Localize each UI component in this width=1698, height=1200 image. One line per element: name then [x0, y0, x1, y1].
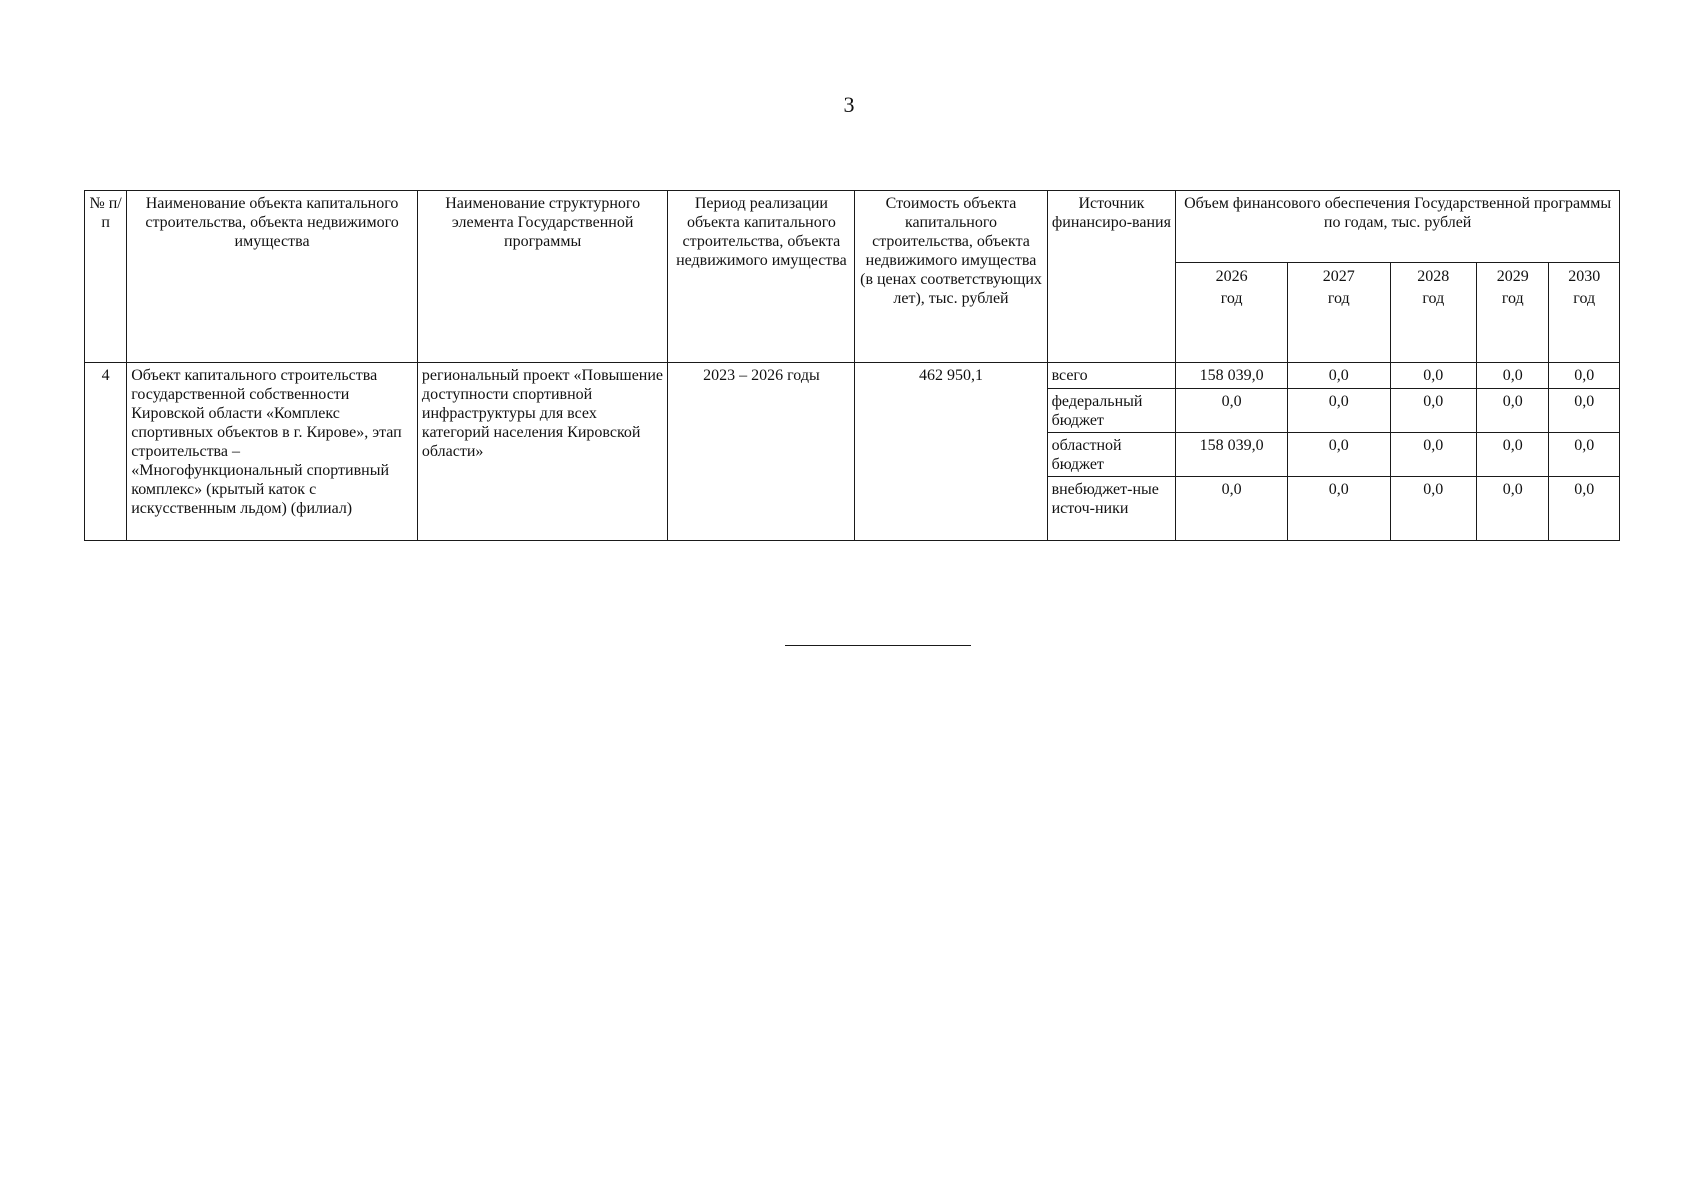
header-year-2027: 2027 год	[1287, 263, 1390, 363]
value-total-2030: 0,0	[1549, 363, 1620, 389]
source-total: всего	[1047, 363, 1176, 389]
value-federal-2030: 0,0	[1549, 389, 1620, 433]
end-rule	[785, 645, 971, 646]
value-federal-2026: 0,0	[1176, 389, 1288, 433]
row-period: 2023 – 2026 годы	[668, 363, 855, 541]
row-element-name: региональный проект «Повышение доступности спортивной инфраструктуры для всех категорий населения Кировской области»	[417, 363, 667, 541]
value-regional-2027: 0,0	[1287, 433, 1390, 477]
source-federal: федеральный бюджет	[1047, 389, 1176, 433]
page-number: 3	[843, 92, 855, 117]
row-cost: 462 950,1	[855, 363, 1047, 541]
value-total-2027: 0,0	[1287, 363, 1390, 389]
value-regional-2028: 0,0	[1390, 433, 1477, 477]
source-regional: областной бюджет	[1047, 433, 1176, 477]
value-federal-2029: 0,0	[1477, 389, 1549, 433]
value-total-2029: 0,0	[1477, 363, 1549, 389]
table-row	[85, 363, 1620, 389]
value-regional-2030: 0,0	[1549, 433, 1620, 477]
header-row-top	[85, 191, 1620, 263]
value-extrabudgetary-2029: 0,0	[1477, 477, 1549, 541]
row-num: 4	[85, 363, 127, 541]
financing-table	[84, 190, 1620, 541]
value-regional-2029: 0,0	[1477, 433, 1549, 477]
value-total-2028: 0,0	[1390, 363, 1477, 389]
header-year-2030: 2030 год	[1549, 263, 1620, 363]
header-year-2029: 2029 год	[1477, 263, 1549, 363]
value-extrabudgetary-2027: 0,0	[1287, 477, 1390, 541]
header-cost: Стоимость объекта капитального строительства, объекта недвижимого имущества (в ценах соответствующих лет), тыс. рублей	[855, 191, 1047, 363]
header-year-2028: 2028 год	[1390, 263, 1477, 363]
header-object-name: Наименование объекта капитального строительства, объекта недвижимого имущества	[127, 191, 418, 363]
value-extrabudgetary-2028: 0,0	[1390, 477, 1477, 541]
source-extrabudgetary: внебюджет-ные источ-ники	[1047, 477, 1176, 541]
value-regional-2026: 158 039,0	[1176, 433, 1288, 477]
header-volume: Объем финансового обеспечения Государственной программы по годам, тыс. рублей	[1176, 191, 1620, 263]
value-federal-2028: 0,0	[1390, 389, 1477, 433]
value-extrabudgetary-2030: 0,0	[1549, 477, 1620, 541]
value-total-2026: 158 039,0	[1176, 363, 1288, 389]
header-num: № п/п	[85, 191, 127, 363]
value-extrabudgetary-2026: 0,0	[1176, 477, 1288, 541]
header-source: Источник финансиро-вания	[1047, 191, 1176, 363]
header-period: Период реализации объекта капитального строительства, объекта недвижимого имущества	[668, 191, 855, 363]
header-element-name: Наименование структурного элемента Государственной программы	[417, 191, 667, 363]
row-object-name: Объект капитального строительства государственной собственности Кировской области «Комплекс спортивных объектов в г. Кирове», этап строительства – «Многофункциональный спортивный комплекс» (крытый каток с искусственным льдом) (филиал)	[127, 363, 418, 541]
value-federal-2027: 0,0	[1287, 389, 1390, 433]
header-year-2026: 2026 год	[1176, 263, 1288, 363]
